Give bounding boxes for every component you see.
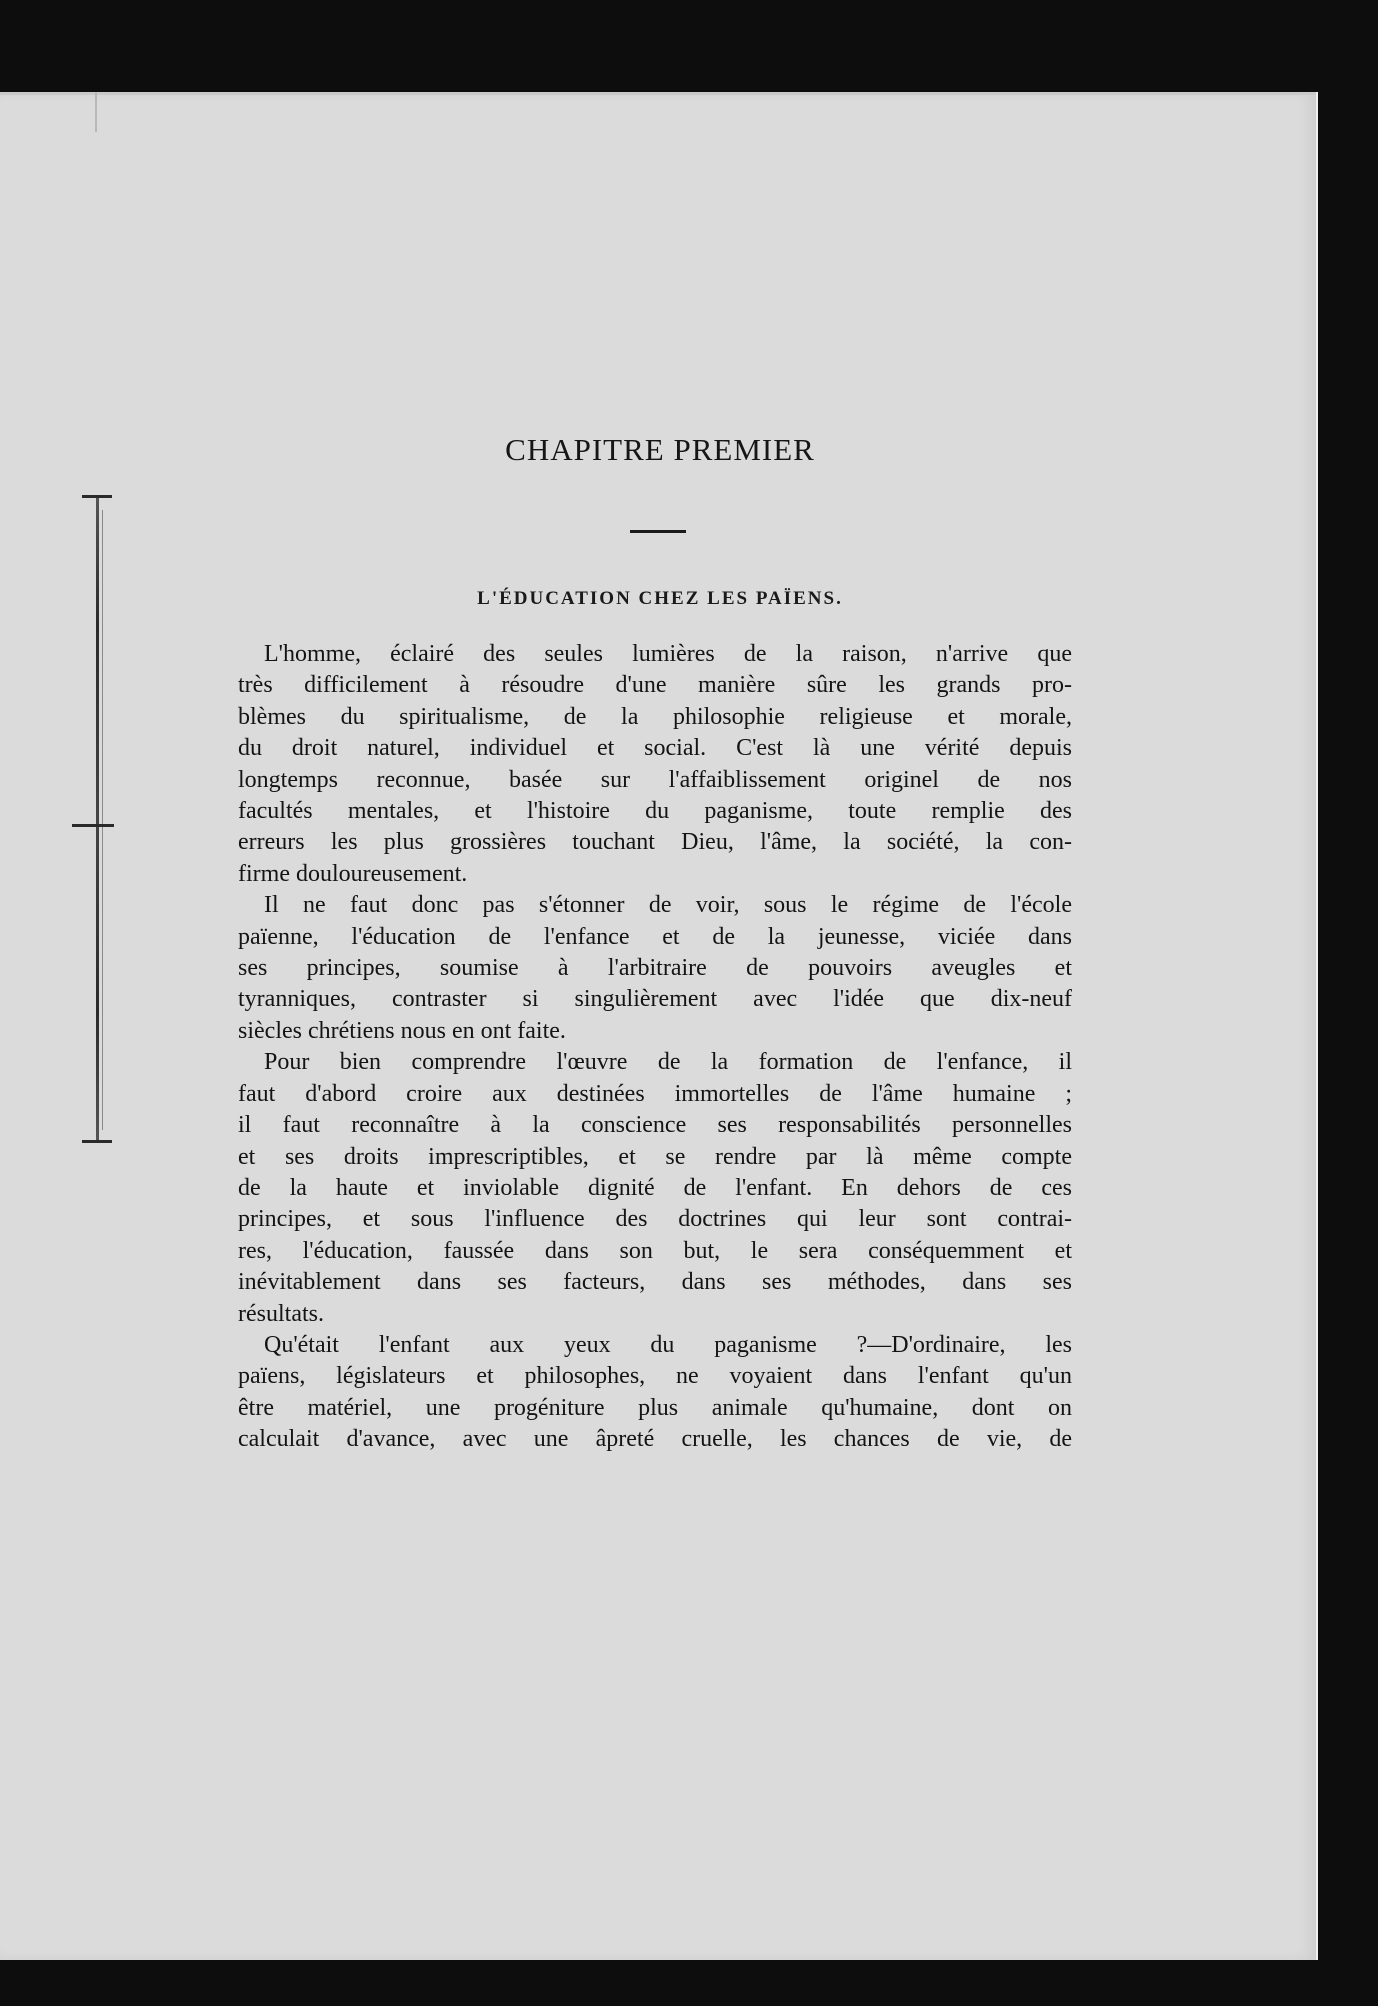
body-text: [238, 639, 1072, 1456]
text-line: faut d'abord croire aux destinées immortelles de l'âme humaine ;: [238, 1080, 1072, 1107]
chapter-title: CHAPITRE PREMIER: [505, 432, 815, 467]
text-line: tyranniques, contraster si singulièrement avec l'idée que dix-neuf: [238, 986, 1072, 1013]
text-line: Il ne faut donc pas s'étonner de voir, sous le régime de l'école: [264, 892, 1072, 919]
text-line: siècles chrétiens nous en ont faite.: [238, 1017, 566, 1044]
text-line: ses principes, soumise à l'arbitraire de pouvoirs aveugles et: [238, 955, 1072, 982]
gutter-line: [95, 92, 97, 132]
paragraph-1: [238, 639, 1072, 890]
book-page: [0, 92, 1318, 1960]
text-line: inévitablement dans ses facteurs, dans ses méthodes, dans ses: [238, 1269, 1072, 1296]
paragraph-2: [238, 890, 1072, 1047]
text-line: longtemps reconnue, basée sur l'affaiblissement originel de nos: [238, 766, 1072, 793]
section-title: L'ÉDUCATION CHEZ LES PAÏENS.: [477, 588, 843, 609]
text-line: païenne, l'éducation de l'enfance et de la jeunesse, viciée dans: [238, 923, 1072, 950]
text-line: du droit naturel, individuel et social. C'est là une vérité depuis: [238, 735, 1072, 762]
paragraph-4: [238, 1330, 1072, 1456]
margin-bracket-top-tick: [82, 495, 112, 498]
text-line: Pour bien comprendre l'œuvre de la formation de l'enfance, il: [264, 1049, 1072, 1076]
text-line: résultats.: [238, 1300, 324, 1327]
page-top-edge: [0, 92, 1316, 95]
text-line: Qu'était l'enfant aux yeux du paganisme ?—D'ordinaire, les: [264, 1331, 1072, 1358]
text-line: de la haute et inviolable dignité de l'enfant. En dehors de ces: [238, 1174, 1072, 1201]
text-line: païens, législateurs et philosophes, ne voyaient dans l'enfant qu'un: [238, 1363, 1072, 1390]
text-line: firme douloureusement.: [238, 860, 468, 887]
text-line: erreurs les plus grossières touchant Dieu, l'âme, la société, la con-: [238, 829, 1072, 856]
text-line: res, l'éducation, faussée dans son but, le sera conséquemment et: [238, 1237, 1072, 1264]
text-line: calculait d'avance, avec une âpreté cruelle, les chances de vie, de: [238, 1426, 1072, 1453]
text-line: être matériel, une progéniture plus animale qu'humaine, dont on: [238, 1394, 1072, 1421]
text-line: très difficilement à résoudre d'une manière sûre les grands pro-: [238, 672, 1072, 699]
margin-bracket-rule-inner: [102, 510, 103, 1130]
paragraph-3: [238, 1047, 1072, 1330]
margin-bracket-bottom-tick: [82, 1140, 112, 1143]
text-line: et ses droits imprescriptibles, et se rendre par là même compte: [238, 1143, 1072, 1170]
margin-bracket-rule: [96, 496, 99, 1142]
text-line: principes, et sous l'influence des doctrines qui leur sont contrai-: [238, 1206, 1072, 1233]
text-line: facultés mentales, et l'histoire du paganisme, toute remplie des: [238, 798, 1072, 825]
title-rule: [630, 530, 686, 533]
text-line: L'homme, éclairé des seules lumières de la raison, n'arrive que: [264, 641, 1072, 667]
margin-bracket-mid-tick: [72, 824, 114, 827]
text-line: blèmes du spiritualisme, de la philosophie religieuse et morale,: [238, 703, 1072, 730]
text-line: il faut reconnaître à la conscience ses responsabilités personnelles: [238, 1112, 1072, 1139]
